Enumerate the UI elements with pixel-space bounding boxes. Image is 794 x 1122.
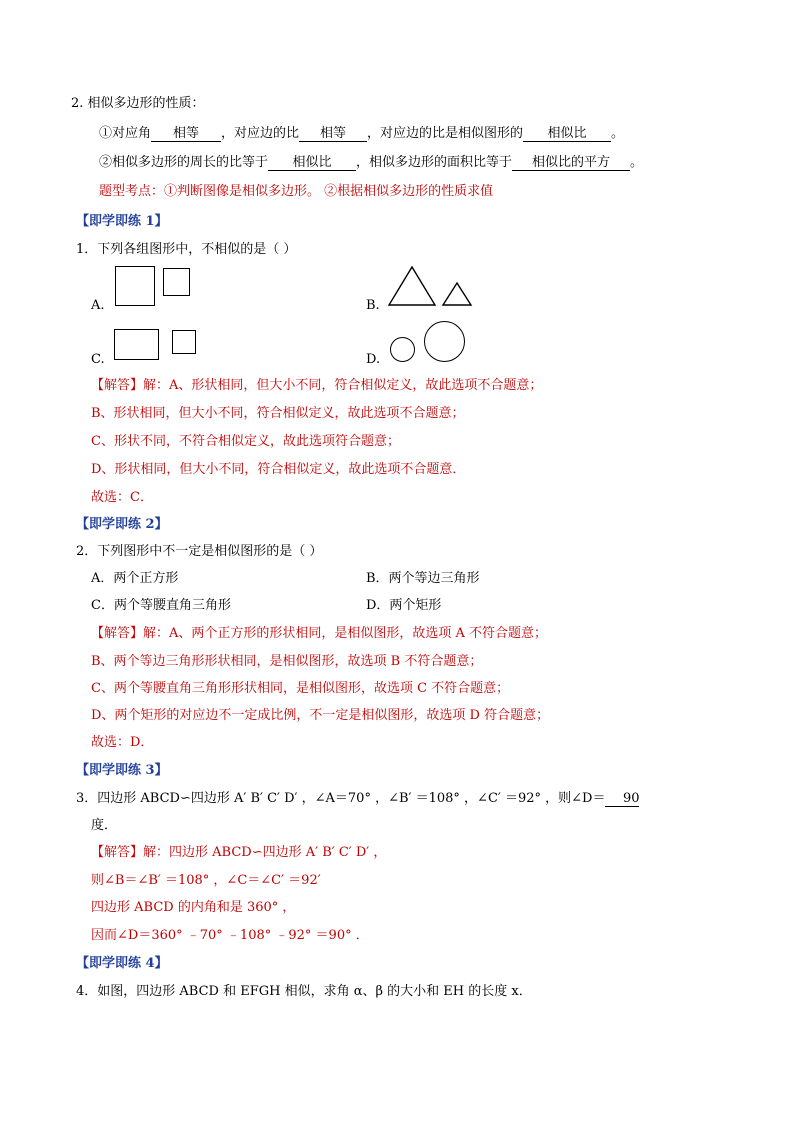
answer-text: 解：A、形状相同，但大小不同，符合相似定义，故此选项不合题意； [143, 378, 543, 393]
answer-prefix: 【解答】 [91, 626, 144, 641]
blank-answer: 90 [605, 792, 639, 807]
blank-answer: 相等 [151, 127, 221, 142]
small-circle-shape [390, 337, 415, 362]
rectangle-shape [114, 329, 159, 360]
exercise-header-4: 【即学即练 4】 [76, 956, 168, 971]
question-1: 1．下列各组图形中，不相似的是（ ） [76, 242, 297, 257]
exercise-header-3: 【即学即练 3】 [76, 763, 168, 778]
option-b: B．两个等边三角形 [366, 571, 480, 586]
option-a: A．两个正方形 [91, 571, 179, 586]
question-3 [76, 791, 639, 807]
answer-text: 解：四边形 ABCD∽四边形 A′ B′ C′ D′ ， [143, 845, 387, 860]
question-2: 2．下列图形中不一定是相似图形的是（ ） [76, 544, 323, 559]
answer-line: B、两个等边三角形形状相同，是相似图形，故选项 B 不符合题意； [91, 654, 483, 669]
topic-note: 题型考点：①判断图像是相似多边形。 ②根据相似多边形的性质求值 [99, 184, 494, 199]
option-c-label: C. [91, 352, 105, 367]
answer-line: D、两个矩形的对应边不一定成比例，不一定是相似图形，故选项 D 符合题意； [91, 708, 550, 723]
text-segment: 。 [630, 155, 644, 170]
large-triangle-shape [389, 267, 435, 305]
section-title: 2. 相似多边形的性质： [71, 96, 205, 111]
property-line-1 [99, 126, 624, 142]
large-square-shape [115, 266, 155, 306]
question-4: 4．如图，四边形 ABCD 和 EFGH 相似，求角 α、β 的大小和 EH 的长度 x． [76, 984, 532, 999]
blank-answer: 相等 [299, 127, 367, 142]
question-text: 3．四边形 ABCD∽四边形 A′ B′ C′ D′ ，∠A＝70° ，∠B′ ＝108° ，∠C′ ＝92° ，则∠D＝ [76, 791, 606, 806]
answer-line [91, 845, 386, 861]
answer-line: 故选：C． [91, 490, 153, 505]
triangle-shapes [386, 265, 486, 311]
answer-line: C、两个等腰直角三角形形状相同，是相似图形，故选项 C 不符合题意； [91, 681, 510, 696]
answer-line [91, 626, 547, 642]
blank-answer: 相似比的平方 [512, 156, 630, 171]
text-segment: ②相似多边形的周长的比等于 [99, 155, 269, 170]
option-c: C．两个等腰直角三角形 [91, 598, 231, 613]
text-segment: ，相似多边形的面积比等于 [356, 155, 513, 170]
small-square-shape [163, 268, 190, 296]
answer-line: 则∠B＝∠B′ ＝108° ，∠C＝∠C′ ＝92′ [91, 873, 321, 888]
property-line-2 [99, 155, 643, 171]
blank-answer: 相似比 [523, 127, 611, 142]
exercise-header-1: 【即学即练 1】 [76, 214, 168, 229]
option-d-label: D. [366, 352, 381, 367]
option-a-label: A. [91, 298, 105, 313]
small-square-shape [172, 330, 196, 354]
small-triangle-shape [443, 283, 471, 305]
large-circle-shape [424, 321, 465, 362]
answer-text: 解：A、两个正方形的形状相同，是相似图形，故选项 A 不符合题意； [143, 626, 548, 641]
option-d: D．两个矩形 [366, 598, 442, 613]
answer-prefix: 【解答】 [91, 378, 144, 393]
answer-prefix: 【解答】 [91, 845, 144, 860]
answer-line: C、形状不同，不符合相似定义，故此选项符合题意； [91, 434, 400, 449]
text-segment: ，对应边的比 [221, 126, 300, 141]
answer-line: D、形状相同，但大小不同，符合相似定义，故此选项不合题意． [91, 462, 466, 477]
text-segment: ①对应角 [99, 126, 152, 141]
blank-answer: 相似比 [268, 156, 356, 171]
answer-line: 因而∠D＝360° ﹣70° ﹣108° ﹣92° ＝90° ． [91, 928, 369, 943]
answer-line: B、形状相同，但大小不同，符合相似定义，故此选项不合题意； [91, 406, 465, 421]
option-b-label: B. [366, 298, 380, 313]
text-segment: ，对应边的比是相似图形的 [367, 126, 524, 141]
answer-line: 故选：D． [91, 735, 154, 750]
text-segment: 。 [611, 126, 625, 141]
answer-line [91, 378, 542, 394]
question-3-continued: 度． [91, 818, 118, 833]
exercise-header-2: 【即学即练 2】 [76, 517, 168, 532]
answer-line: 四边形 ABCD 的内角和是 360° ， [91, 900, 296, 915]
